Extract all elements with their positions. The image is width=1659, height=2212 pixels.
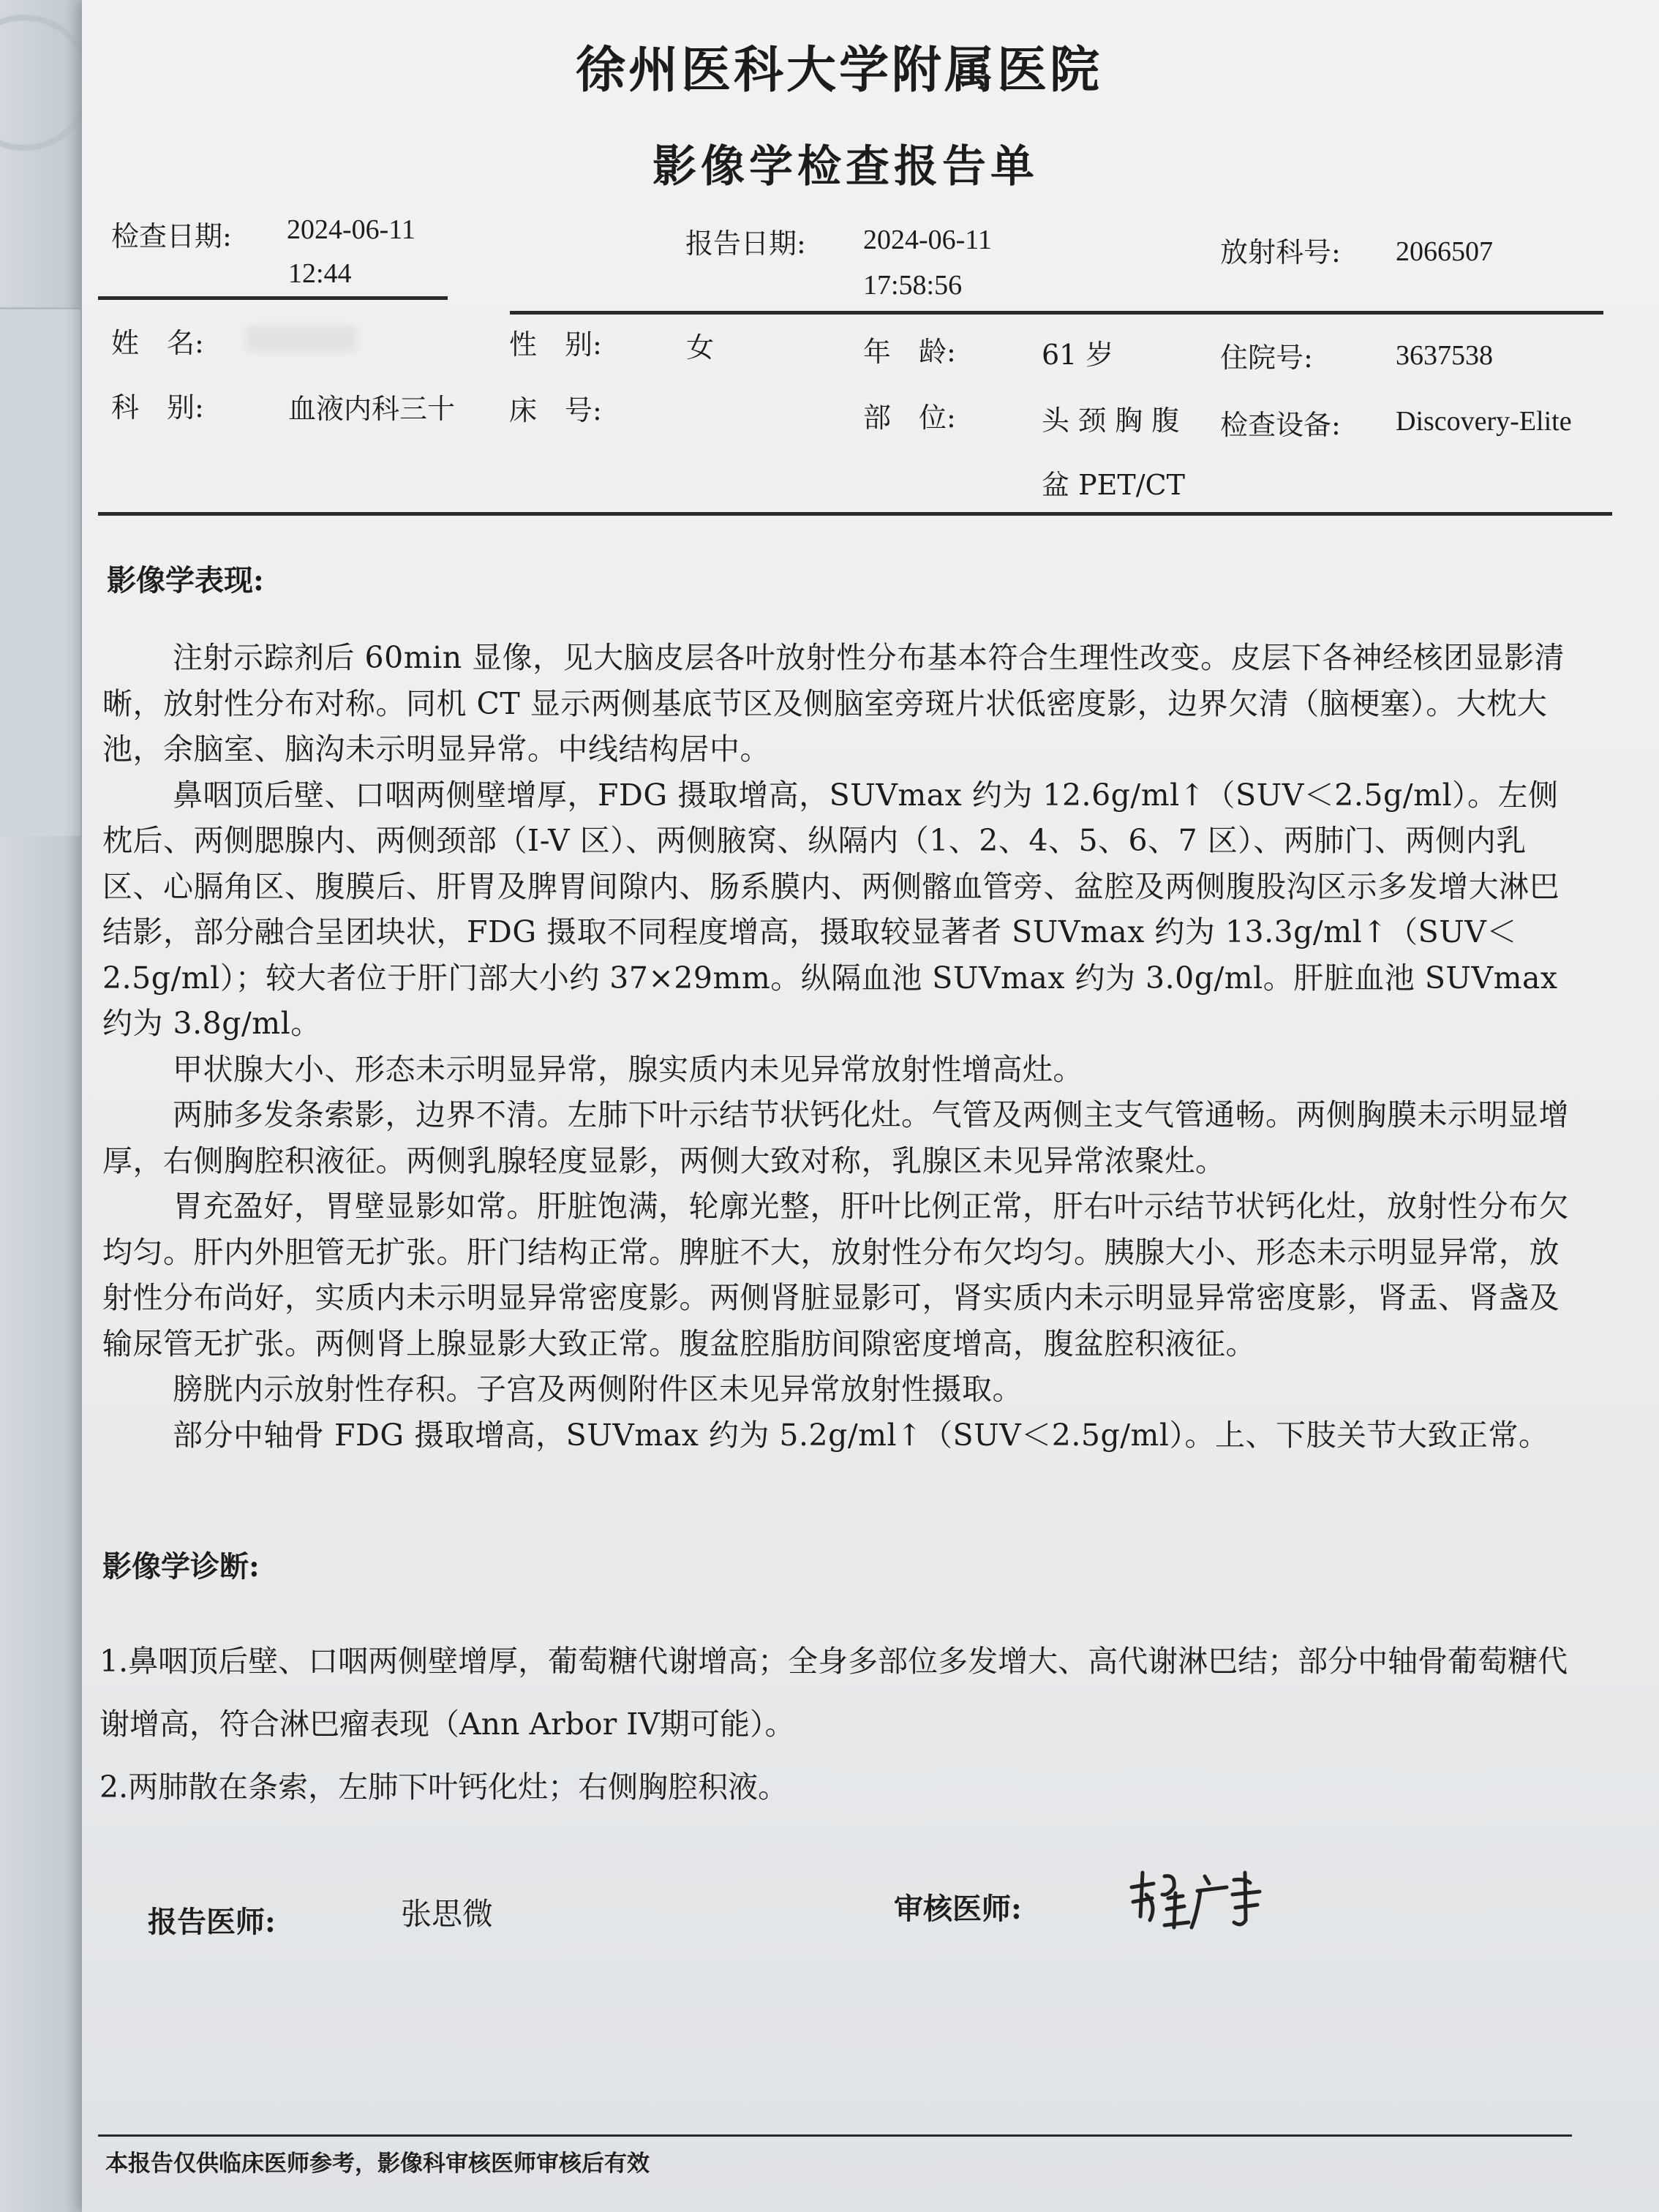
inpatient-no-label: 住院号: [1220, 342, 1313, 374]
equipment-label: 检查设备: [1220, 409, 1341, 441]
report-sheet [82, 0, 1659, 2212]
report-date-label: 报告日期: [685, 227, 806, 260]
patient-info-bottom-rule [98, 512, 1612, 516]
exam-time: 12:44 [288, 258, 352, 289]
hospital-name: 徐州医科大学附属医院 [576, 41, 1103, 99]
diagnosis-heading: 影像学诊断: [102, 1549, 260, 1584]
reviewing-doctor-label: 审核医师: [894, 1892, 1022, 1926]
diagnosis-item: 1.鼻咽顶后壁、口咽两侧壁增厚，葡萄糖代谢增高；全身多部位多发增大、高代谢淋巴结；部分中轴骨葡萄糖代谢增高，符合淋巴瘤表现（Ann Arbor IV期可能）。 [99, 1644, 1568, 1742]
dept-value: 血液内科三十 [288, 393, 456, 425]
findings-paragraph: 膀胱内示放射性存积。子宫及两侧附件区未见异常放射性摄取。 [173, 1372, 1023, 1407]
findings-heading: 影像学表现: [107, 563, 264, 598]
bed-label: 床 号: [509, 394, 602, 426]
age-value: 61 岁 [1042, 339, 1114, 371]
site-line2: 盆 PET/CT [1042, 469, 1185, 501]
diagnosis-body [99, 1630, 1570, 1818]
findings-paragraph: 甲状腺大小、形态未示明显异常，腺实质内未见异常放射性增高灶。 [173, 1051, 1083, 1087]
footer-rule [98, 2134, 1572, 2137]
site-label: 部 位: [863, 402, 956, 434]
exam-date-label: 检查日期: [111, 220, 232, 252]
exam-date: 2024-06-11 [287, 214, 415, 245]
handwritten-signature-icon [1124, 1858, 1285, 1938]
reporting-doctor-label: 报告医师: [148, 1905, 276, 1939]
diagnosis-item: 2.两肺散在条索，左肺下叶钙化灶；右侧胸腔积液。 [99, 1769, 789, 1805]
radiology-no: 2066507 [1396, 236, 1493, 267]
hospital-seal-partial [0, 15, 92, 151]
findings-paragraph: 胃充盈好，胃壁显影如常。肝脏饱满，轮廓光整，肝叶比例正常，肝右叶示结节状钙化灶，放射性分布欠均匀。肝内外胆管无扩张。肝门结构正常。脾脏不大，放射性分布欠均匀。胰腺大小、形态未示明显异常，放射性分布尚好，实质内未示明显异常密度影。两侧肾脏显影可，肾实质内未示明显异常密度影，肾盂、肾盏及输尿管无扩张。两侧肾上腺显影大致正常。腹盆腔脂肪间隙密度增高，腹盆腔积液征。 [102, 1189, 1569, 1361]
header-rule-right [510, 311, 1603, 315]
findings-paragraph: 鼻咽顶后壁、口咽两侧壁增厚，FDG 摄取增高，SUVmax 约为 12.6g/ml↑（SUV＜2.5g/ml）。左侧枕后、两侧腮腺内、两侧颈部（I-V 区）、两侧腋窝、纵隔内（1、2、4、5、6、7 区）、两肺门、两侧内乳区、心膈角区、腹膜后、肝胃及脾胃间隙内、肠系膜内、两侧髂血管旁、盆腔及两侧腹股沟区示多发增大淋巴结影，部分融合呈团块状，FDG 摄取不同程度增高，摄取较显著者 SUVmax 约为 13.3g/ml↑（SUV＜2.5g/ml）；较大者位于肝门部大小约 37×29mm。纵隔血池 SUVmax 约为 3.0g/ml。肝脏血池 SUVmax 约为 3.8g/ml。 [102, 777, 1560, 1041]
radiology-no-label: 放射科号: [1220, 236, 1341, 268]
report-time: 17:58:56 [863, 270, 963, 301]
patient-name-redacted [247, 325, 356, 353]
findings-paragraph: 部分中轴骨 FDG 摄取增高，SUVmax 约为 5.2g/ml↑（SUV＜2.5g/ml）。上、下肢关节大致正常。 [173, 1417, 1549, 1453]
age-label: 年 龄: [863, 336, 956, 368]
findings-body [102, 635, 1569, 1458]
equipment-value: Discovery-Elite [1396, 406, 1572, 437]
findings-paragraph: 注射示踪剂后 60min 显像，见大脑皮层各叶放射性分布基本符合生理性改变。皮层下各神经核团显影清晰，放射性分布对称。同机 CT 显示两侧基底节区及侧脑室旁斑片状低密度影，边界欠清（脑梗塞）。大枕大池，余脑室、脑沟未示明显异常。中线结构居中。 [102, 640, 1565, 767]
reviewing-doctor-signature [1124, 1858, 1285, 1938]
findings-paragraph: 两肺多发条索影，边界不清。左肺下叶示结节状钙化灶。气管及两侧主支气管通畅。两侧胸膜未示明显增厚，右侧胸腔积液征。两侧乳腺轻度显影，两侧大致对称，乳腺区未见异常浓聚灶。 [102, 1097, 1569, 1178]
sex-label: 性 别: [509, 328, 602, 361]
report-title: 影像学检查报告单 [652, 141, 1039, 192]
binder-tab [0, 307, 80, 836]
patient-name-label: 姓 名: [111, 327, 204, 359]
footer-note: 本报告仅供临床医师参考，影像科审核医师审核后有效 [105, 2151, 650, 2177]
site-line1: 头 颈 胸 腹 [1042, 405, 1180, 437]
dept-label: 科 别: [111, 391, 204, 424]
reporting-doctor-name: 张思微 [401, 1896, 494, 1932]
sex-value: 女 [686, 331, 715, 364]
report-date: 2024-06-11 [863, 225, 992, 255]
inpatient-no: 3637538 [1396, 340, 1493, 371]
header-rule-left [98, 296, 448, 300]
